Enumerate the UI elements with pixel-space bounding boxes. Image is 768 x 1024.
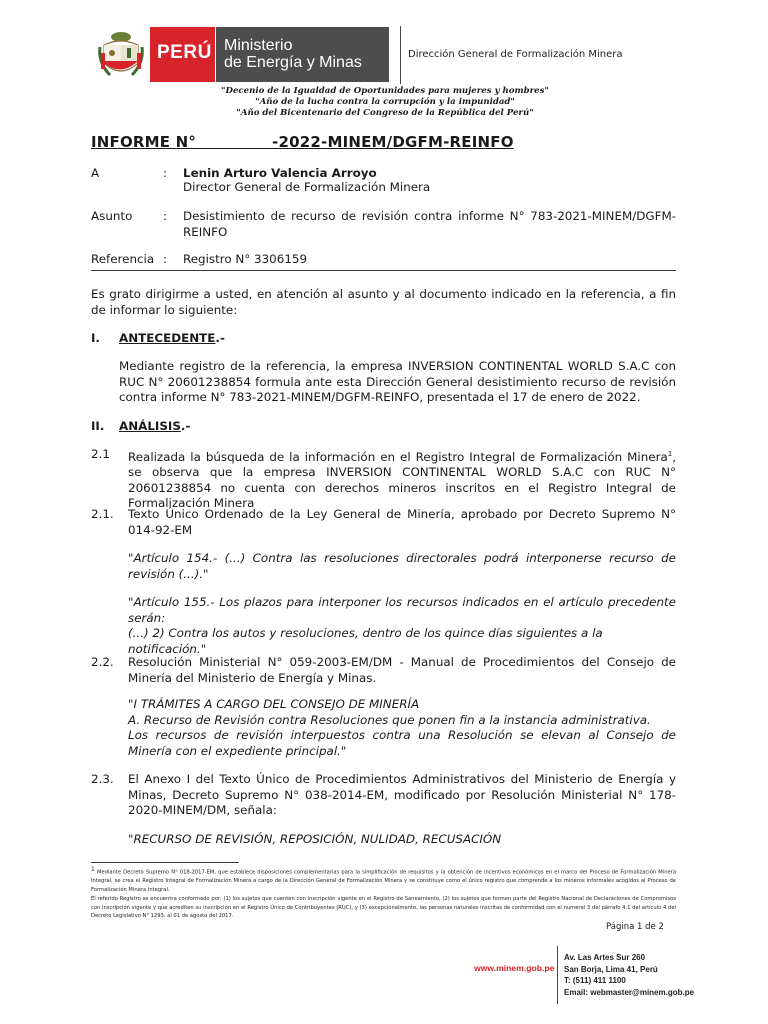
direction-name: Dirección General de Formalización Minera — [408, 49, 623, 60]
para-2-1b-number: 2.1. — [91, 507, 114, 521]
footnote-rule — [91, 862, 239, 863]
section-2-title: ANÁLISIS — [119, 419, 181, 433]
section-1-heading — [119, 331, 225, 347]
asunto-value: Desistimiento de recurso de revisión contra informe N° 783-2021-MINEM/DGFM-REINFO — [183, 209, 676, 239]
address-line-3: T: (511) 411 1100 — [564, 976, 626, 986]
address-block — [564, 952, 694, 998]
section-1-number: I. — [91, 331, 100, 345]
decenio-line-1: "Decenio de la Igualdad de Oportunidades para mujeres y hombres" — [221, 86, 549, 96]
ministry-line-2: de Energía y Minas — [224, 54, 362, 71]
ref-colon: : — [163, 252, 168, 266]
meta-rule — [91, 270, 676, 271]
decenio-line-2: "Año de la lucha contra la corrupción y la impunidad" — [255, 97, 515, 107]
asunto-colon: : — [163, 209, 168, 223]
a-label: A — [91, 166, 100, 180]
section-2-number: II. — [91, 419, 105, 433]
quote-art-155-a: "Artículo 155.- Los plazos para interponer los recursos indicados en el artículo precedente serán: — [128, 595, 676, 625]
footnote-text-1: Mediante Decreto Supremo N° 018-2017-EM, que establece disposiciones complementarias para la simplificación de requisitos y la obtención de incentivos económicos en el marco del Proceso de Formalización Minera Integral, se crea el Registro Integral de Formalización Minera a cargo de la Dirección General de Formalización Minera y se constituye como el único registro que comprende a los mineros informales acogidos al Proceso de Formalización Minera Integral. — [91, 869, 676, 893]
recipient-name: Lenin Arturo Valencia Arroyo — [183, 166, 377, 180]
para-2-3-number: 2.3. — [91, 772, 114, 786]
website-link[interactable]: www.minem.gob.pe — [474, 963, 555, 973]
para-2-2-number: 2.2. — [91, 655, 114, 669]
section-2-heading — [119, 419, 190, 435]
quote-2-2-a: "I TRÁMITES A CARGO DEL CONSEJO DE MINERÍA — [128, 697, 420, 711]
asunto-label: Asunto — [91, 209, 133, 223]
quote-2-2-c: Los recursos de revisión interpuestos contra una Resolución se elevan al Consejo de Minería con el expediente principal." — [128, 728, 676, 758]
peru-coat-of-arms-icon — [98, 27, 144, 83]
para-2-1-number: 2.1 — [91, 447, 110, 461]
section-2-suffix: .- — [180, 419, 191, 433]
ministry-line-1: Ministerio — [224, 37, 293, 54]
intro-paragraph: Es grato dirigirme a usted, en atención al asunto y al documento indicado en la referencia, a fin de informar lo siguiente: — [91, 287, 676, 317]
address-line-4: Email: webmaster@minem.gob.pe — [564, 987, 695, 997]
para-2-1-text-b: , se observa que la empresa INVERSION CONTINENTAL WORLD S.A.C con RUC N° 20601238854 no cuenta con derechos mineros inscritos en el Registro Integral de Formalización Minera — [128, 449, 676, 511]
footnote-number: 1 — [91, 866, 95, 873]
footnote-1 — [91, 866, 676, 895]
peru-label: PERÚ — [150, 27, 215, 82]
quote-2-2-b: A. Recurso de Revisión contra Resoluciones que ponen fin a la instancia administrativa. — [128, 713, 651, 727]
para-2-2-text: Resolución Ministerial N° 059-2003-EM/DM - Manual de Procedimientos del Consejo de Minería del Ministerio de Energía y Minas. — [128, 655, 676, 685]
decenio-block — [150, 86, 620, 119]
para-2-1-text-a: Realizada la búsqueda de la información en el Registro Integral de Formalización Minera — [128, 449, 668, 464]
quote-2-3: "RECURSO DE REVISIÓN, REPOSICIÓN, NULIDAD, RECUSACIÓN — [128, 832, 502, 846]
ref-label: Referencia — [91, 252, 155, 266]
address-line-1: Av. Las Artes Sur 260 — [564, 953, 646, 962]
page-number: Página 1 de 2 — [606, 922, 664, 932]
footnote-ref: 1 — [667, 450, 673, 458]
report-title: INFORME N° -2022-MINEM/DGFM-REINFO — [91, 133, 514, 151]
para-2-1b-text: Texto Único Ordenado de la Ley General de Minería, aprobado por Decreto Supremo N° 014-92-EM — [128, 507, 676, 537]
section-1-title: ANTECEDENTE — [119, 331, 216, 345]
a-colon: : — [163, 166, 168, 180]
ref-value: Registro N° 3306159 — [183, 252, 308, 266]
address-line-2: San Borja, Lima 41, Perú — [564, 964, 658, 974]
footnote-2: El referido Registro se encuentra conformado por: (1) los sujetos que cuenten con inscripción vigente en el Registro de Saneamiento, (2) los sujetos que formen parte del Registro Nacional de Declaraciones de Compromisos con inscripción vigente y que acrediten su inscripción en el Registro Único de Contribuyentes (RUC), y (3) excepcionalmente, las personas naturales inscritas de conformidad con el numeral 3 del párrafo 4.1 del artículo 4 del Decreto Legislativo N° 1293, al 01 de agosto del 2017. — [91, 896, 676, 920]
section-1-text: Mediante registro de la referencia, la empresa INVERSION CONTINENTAL WORLD S.A.C con RUC N° 20601238854 formula ante esta Dirección General desistimiento recurso de revisión contra informe N° 783-2021-MINEM/DGFM-REINFO, presentada el 17 de enero de 2022. — [119, 359, 676, 404]
para-2-1-text — [128, 447, 676, 512]
header-divider — [400, 26, 401, 84]
section-1-suffix: .- — [215, 331, 225, 345]
quote-art-154: "Artículo 154.- (...) Contra las resoluciones directorales podrá interponerse recurso de revisión (...)." — [128, 551, 676, 581]
para-2-3-text: El Anexo I del Texto Único de Procedimientos Administrativos del Ministerio de Energía y Minas, Decreto Supremo N° 038-2014-EM, modificado por Resolución Ministerial N° 178-2020-MINEM/DM, señala: — [128, 772, 676, 817]
footer-divider — [557, 946, 558, 1004]
recipient-role: Director General de Formalización Minera — [183, 180, 431, 194]
decenio-line-3: "Año del Bicentenario del Congreso de la República del Perú" — [236, 108, 534, 118]
quote-art-155-b: (...) 2) Contra los autos y resoluciones, dentro de los quince días siguientes a la notificación." — [128, 626, 603, 656]
ministry-name — [216, 27, 389, 82]
